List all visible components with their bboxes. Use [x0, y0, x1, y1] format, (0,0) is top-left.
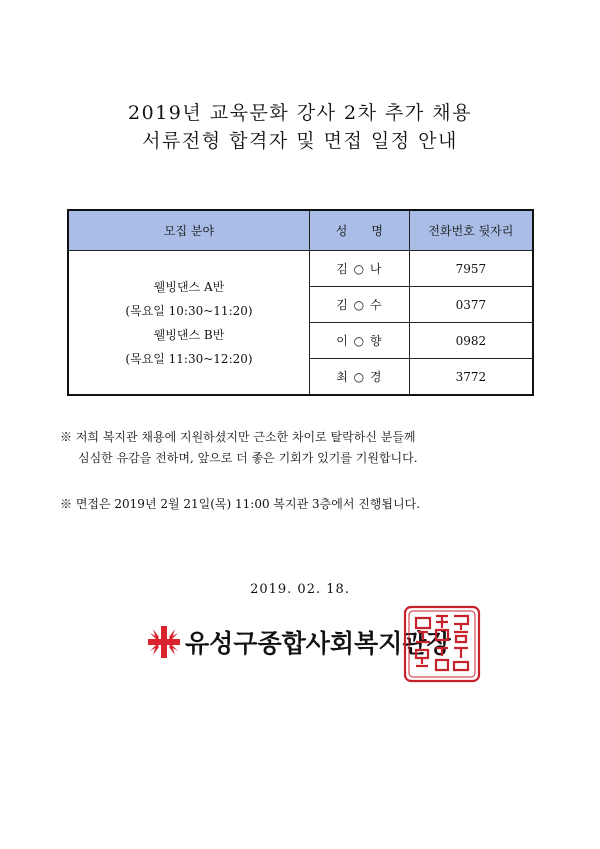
- caritas-cross-icon: [147, 625, 181, 659]
- header-phone: 전화번호 뒷자리: [409, 210, 533, 251]
- applicant-table: [67, 209, 534, 396]
- header-name: 성 명: [309, 210, 409, 251]
- official-seal-icon: [402, 604, 482, 684]
- applicant-phone: 3772: [409, 359, 533, 396]
- table-row: [68, 251, 533, 287]
- applicant-phone: 7957: [409, 251, 533, 287]
- regret-notice-line2: 심심한 유감을 전하며, 앞으로 더 좋은 기회가 있기를 기원합니다.: [78, 451, 418, 465]
- document-title-line2: 서류전형 합격자 및 면접 일정 안내: [142, 130, 458, 152]
- applicant-name-text: 이 ○ 향: [336, 334, 383, 348]
- applicant-name: [309, 251, 409, 287]
- organization-name: 유성구종합사회복지관장: [185, 629, 451, 658]
- field-cell: [68, 251, 309, 396]
- regret-notice: [60, 427, 418, 469]
- applicant-name-text: 김 ○ 수: [336, 298, 383, 312]
- applicant-name: [309, 287, 409, 323]
- field-line-1: 웰빙댄스 A반: [153, 279, 225, 294]
- applicant-name-text: 김 ○ 나: [336, 262, 383, 276]
- applicant-phone: 0982: [409, 323, 533, 359]
- applicant-name-text: 최 ○ 경: [336, 370, 383, 384]
- applicant-phone: 0377: [409, 287, 533, 323]
- field-line-4: (목요일 11:30~12:20): [125, 351, 253, 366]
- header-field: 모집 분야: [68, 210, 309, 251]
- field-line-3: 웰빙댄스 B반: [153, 327, 225, 342]
- interview-notice: ※ 면접은 2019년 2월 21일(목) 11:00 복지관 3층에서 진행됩니다.: [60, 497, 421, 511]
- applicant-name: [309, 359, 409, 396]
- field-line-2: (목요일 10:30~11:20): [125, 303, 253, 318]
- table-header-row: [68, 210, 533, 251]
- applicant-name: [309, 323, 409, 359]
- document-title-line1: 2019년 교육문화 강사 2차 추가 채용: [128, 102, 472, 124]
- issue-date: 2019. 02. 18.: [250, 582, 350, 597]
- regret-notice-line1: ※ 저희 복지관 채용에 지원하셨지만 근소한 차이로 탈락하신 분들께: [60, 430, 416, 444]
